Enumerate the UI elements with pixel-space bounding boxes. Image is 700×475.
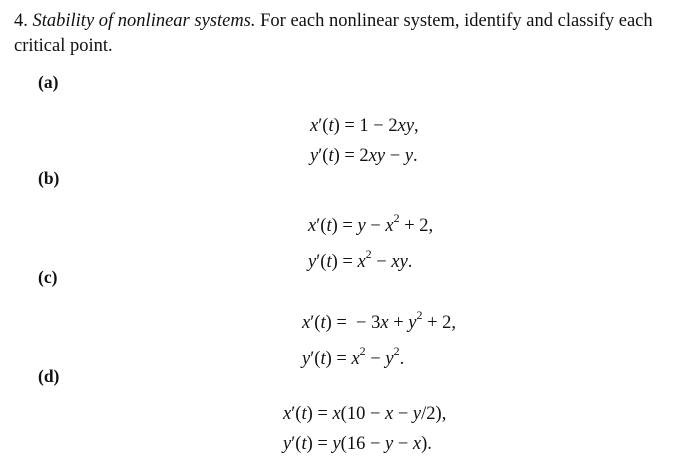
problem-text: For each nonlinear system, identify and classify each critical point. [14,11,653,56]
part-b-equation-1: $x'(t) = y - x^2 + 2$, [308,211,434,237]
part-a-equation-2: y′(t) = 2xy − y. [310,146,418,166]
part-c-equation-2: $y'(t) = x^2 - y^2$. [302,344,405,370]
part-a-label: (a) [38,72,59,92]
part-b-equations [308,205,433,277]
part-b-equation-2: $y'(t) = x^2$ − xy. [308,247,413,273]
part-c-label: (c) [38,267,58,287]
part-d-equations [283,399,446,459]
problem-statement [14,9,694,59]
part-d-label: (d) [38,366,60,386]
part-b-label: (b) [38,168,60,188]
part-a-equation-1: x′(t) = 1 − 2xy, [310,116,419,136]
part-c-equations [302,302,456,374]
problem-number: 4. [14,11,28,31]
part-d-equation-1: x′(t) = x(10 − x − y/2), [283,404,447,424]
part-a-equations [310,111,419,171]
problem-topic: Stability of nonlinear systems. [32,11,256,31]
part-d-equation-2: y′(t) = y(16 − y − x). [283,434,432,454]
part-c-equation-1: x′(t) = − $3x + y^2 + 2$, [302,308,457,334]
